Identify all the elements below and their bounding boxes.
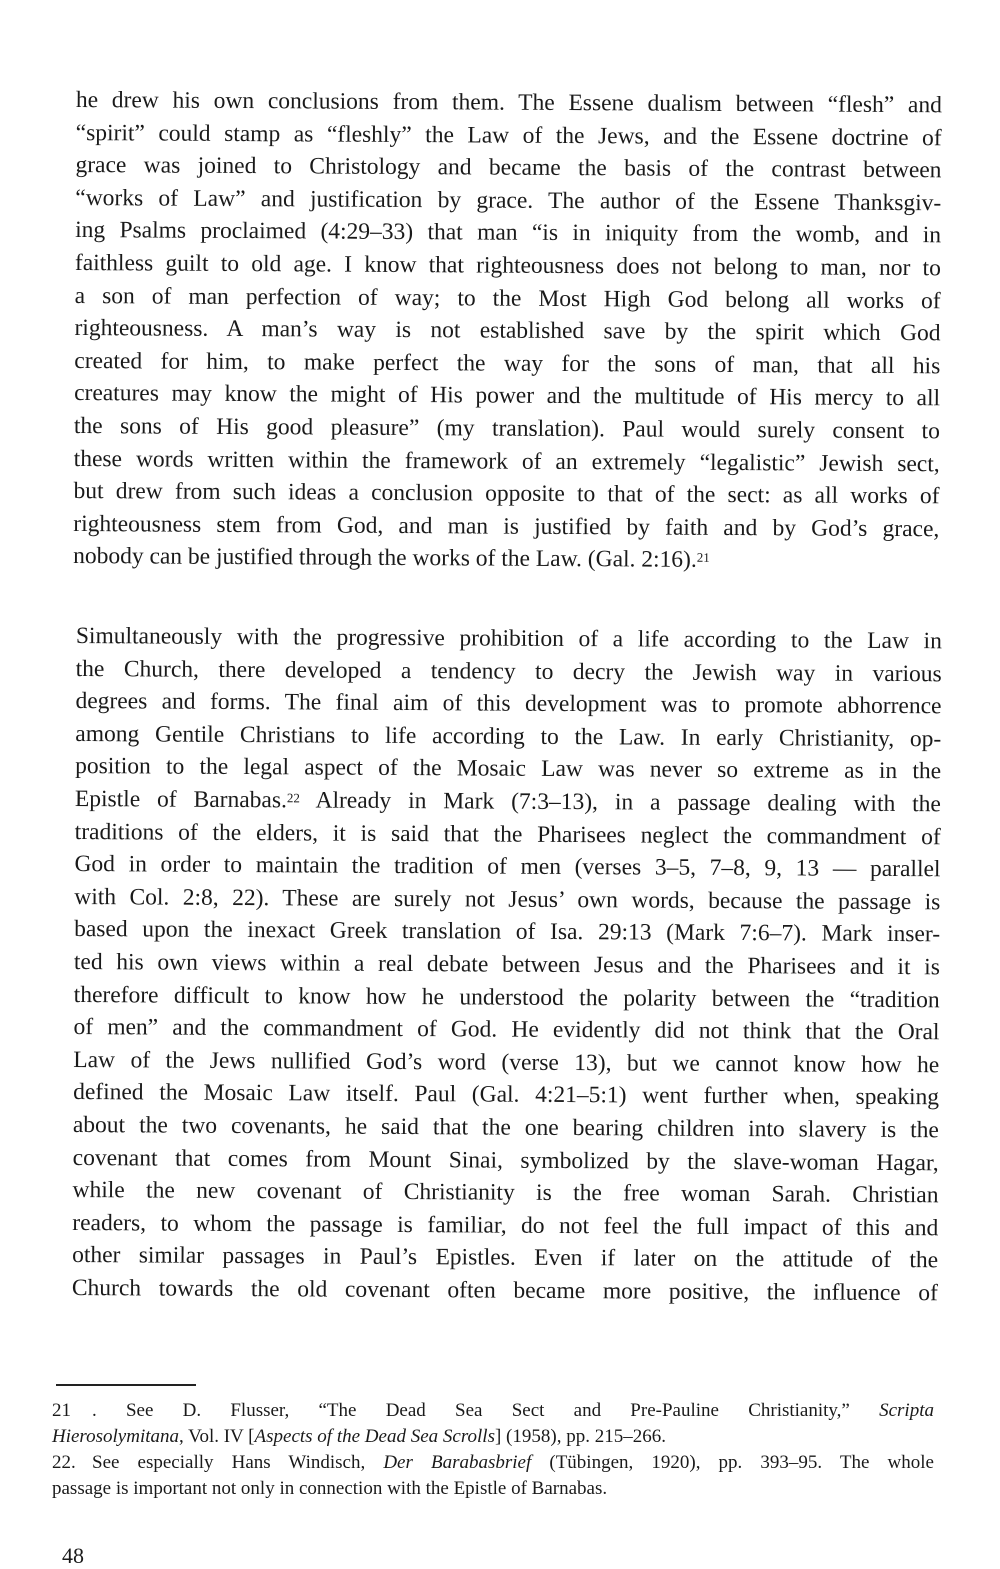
- text-line: with Col. 2:8, 22). These are surely not Jesus’ own words, because the passage is: [74, 883, 941, 916]
- footnote-ref-21[interactable]: 21: [696, 550, 710, 566]
- text-line: he drew his own conclusions from them. The Essene dualism between “flesh” and: [75, 86, 942, 119]
- text-line: “spirit” could stamp as “fleshly” the Law of the Jews, and the Essene doctrine of: [75, 119, 942, 151]
- footnote-italic: Hierosolymitana: [52, 1426, 180, 1447]
- text-line: while the new covenant of Christianity is the free woman Sarah. Christian: [72, 1177, 939, 1209]
- text-line: righteousness stem from God, and man is justified by faith and by God’s grace,: [73, 510, 940, 543]
- text-line: Simultaneously with the progressive prohibition of a life according to the Law in: [75, 622, 942, 655]
- footnote-italic: Aspects of the Dead Sea Scrolls: [254, 1426, 495, 1447]
- footnote-ref-22[interactable]: 22: [286, 790, 300, 806]
- text-line-content: nobody can be justified through the works of the Law. (Gal. 2:16).: [73, 543, 697, 574]
- page-number: 48: [62, 1543, 84, 1568]
- footnote-text: . See D. Flusser, “The Dead Sea Sect and Pre-Pauline Christianity,”: [92, 1400, 880, 1421]
- text-line: God in order to maintain the tradition of men (verses 3–5, 7–8, 9, 13 — parallel: [74, 851, 941, 883]
- text-line: faithless guilt to old age. I know that righteousness does not belong to man, nor to: [74, 249, 941, 282]
- footnote-text: See especially Hans Windisch,: [92, 1452, 384, 1473]
- text-line: creatures may know the might of His power and the multitude of His mercy to all: [74, 380, 941, 412]
- text-line: created for him, to make perfect the way for the sons of man, that all his: [74, 347, 941, 380]
- text-line: [75, 783, 941, 821]
- footnote-text: , Vol. IV [: [179, 1426, 255, 1447]
- text-line: the sons of His good pleasure” (my translation). Paul would surely consent to: [73, 412, 940, 445]
- text-line-content: Already in Mark (7:3–13), in a passage dealing with the: [299, 787, 941, 818]
- text-line: righteousness. A man’s way is not established save by the spirit which God: [74, 315, 941, 347]
- text-line: among Gentile Christians to life according to the Law. In early Christianity, op-: [75, 720, 942, 753]
- footnote-line: [52, 1424, 934, 1450]
- text-line: these words written within the framework of an extremely “legalistic” Jewish sect,: [73, 445, 940, 477]
- text-line: Church towards the old covenant often became more positive, the influence of: [71, 1274, 938, 1307]
- text-line: about the two covenants, he said that the one bearing children into slavery is the: [72, 1111, 939, 1144]
- text-line: other similar passages in Paul’s Epistles. Even if later on the attitude of the: [72, 1242, 939, 1274]
- footnote-line: [52, 1398, 934, 1424]
- text-line: the Church, there developed a tendency to decry the Jewish way in various: [75, 655, 942, 687]
- footnote-text: (Tübingen, 1920), pp. 393–95. The whole: [531, 1452, 934, 1473]
- footnote-number: 21: [52, 1400, 71, 1421]
- footnotes: [52, 1398, 934, 1502]
- footnote-number: 22.: [52, 1452, 76, 1473]
- text-line: a son of man perfection of way; to the Most High God belong all works of: [74, 282, 941, 314]
- paragraph-2: [72, 620, 942, 1310]
- footnote-italic: Der Barabasbrief: [383, 1452, 532, 1473]
- footnote-divider: [56, 1384, 196, 1386]
- footnote-21: [52, 1398, 934, 1450]
- text-line: based upon the inexact Greek translation of Isa. 29:13 (Mark 7:6–7). Mark inser-: [74, 916, 941, 948]
- text-line: readers, to whom the passage is familiar, do not feel the full impact of this and: [72, 1209, 939, 1241]
- text-line: defined the Mosaic Law itself. Paul (Gal. 4:21–5:1) went further when, speaking: [73, 1079, 940, 1111]
- text-line: “works of Law” and justification by grace. The author of the Essene Thanksgiv-: [75, 184, 942, 217]
- footnote-italic: Scripta: [879, 1400, 934, 1421]
- footnote-line: passage is important not only in connection with the Epistle of Barnabas.: [52, 1478, 608, 1499]
- text-line: position to the legal aspect of the Mosaic Law was never so extreme as in the: [75, 753, 942, 785]
- text-line: covenant that comes from Mount Sinai, symbolized by the slave-woman Hagar,: [72, 1144, 939, 1176]
- text-line: traditions of the elders, it is said that the Pharisees neglect the commandment of: [74, 818, 941, 850]
- paragraph-1: [73, 84, 942, 578]
- footnote-text: ] (1958), pp. 215–266.: [494, 1426, 666, 1447]
- text-line: ing Psalms proclaimed (4:29–33) that man “is in iniquity from the womb, and in: [75, 217, 942, 249]
- text-line: Law of the Jews nullified God’s word (verse 13), but we cannot know how he: [73, 1046, 940, 1079]
- text-line: ted his own views within a real debate between Jesus and the Pharisees and it is: [73, 948, 940, 981]
- text-line: therefore difficult to know how he understood the polarity between the “tradition: [73, 981, 940, 1013]
- text-line: degrees and forms. The final aim of this development was to promote abhorrence: [75, 688, 942, 720]
- footnote-22: [52, 1450, 934, 1502]
- footnote-line: [52, 1450, 934, 1476]
- text-line-content: Epistle of Barnabas.: [74, 785, 287, 814]
- text-line: [73, 540, 939, 578]
- text-line: grace was joined to Christology and became the basis of the contrast between: [75, 152, 942, 184]
- text-line: but drew from such ideas a conclusion opposite to that of the sect: as all works of: [73, 478, 940, 510]
- text-line: of men” and the commandment of God. He evidently did not think that the Oral: [73, 1014, 940, 1046]
